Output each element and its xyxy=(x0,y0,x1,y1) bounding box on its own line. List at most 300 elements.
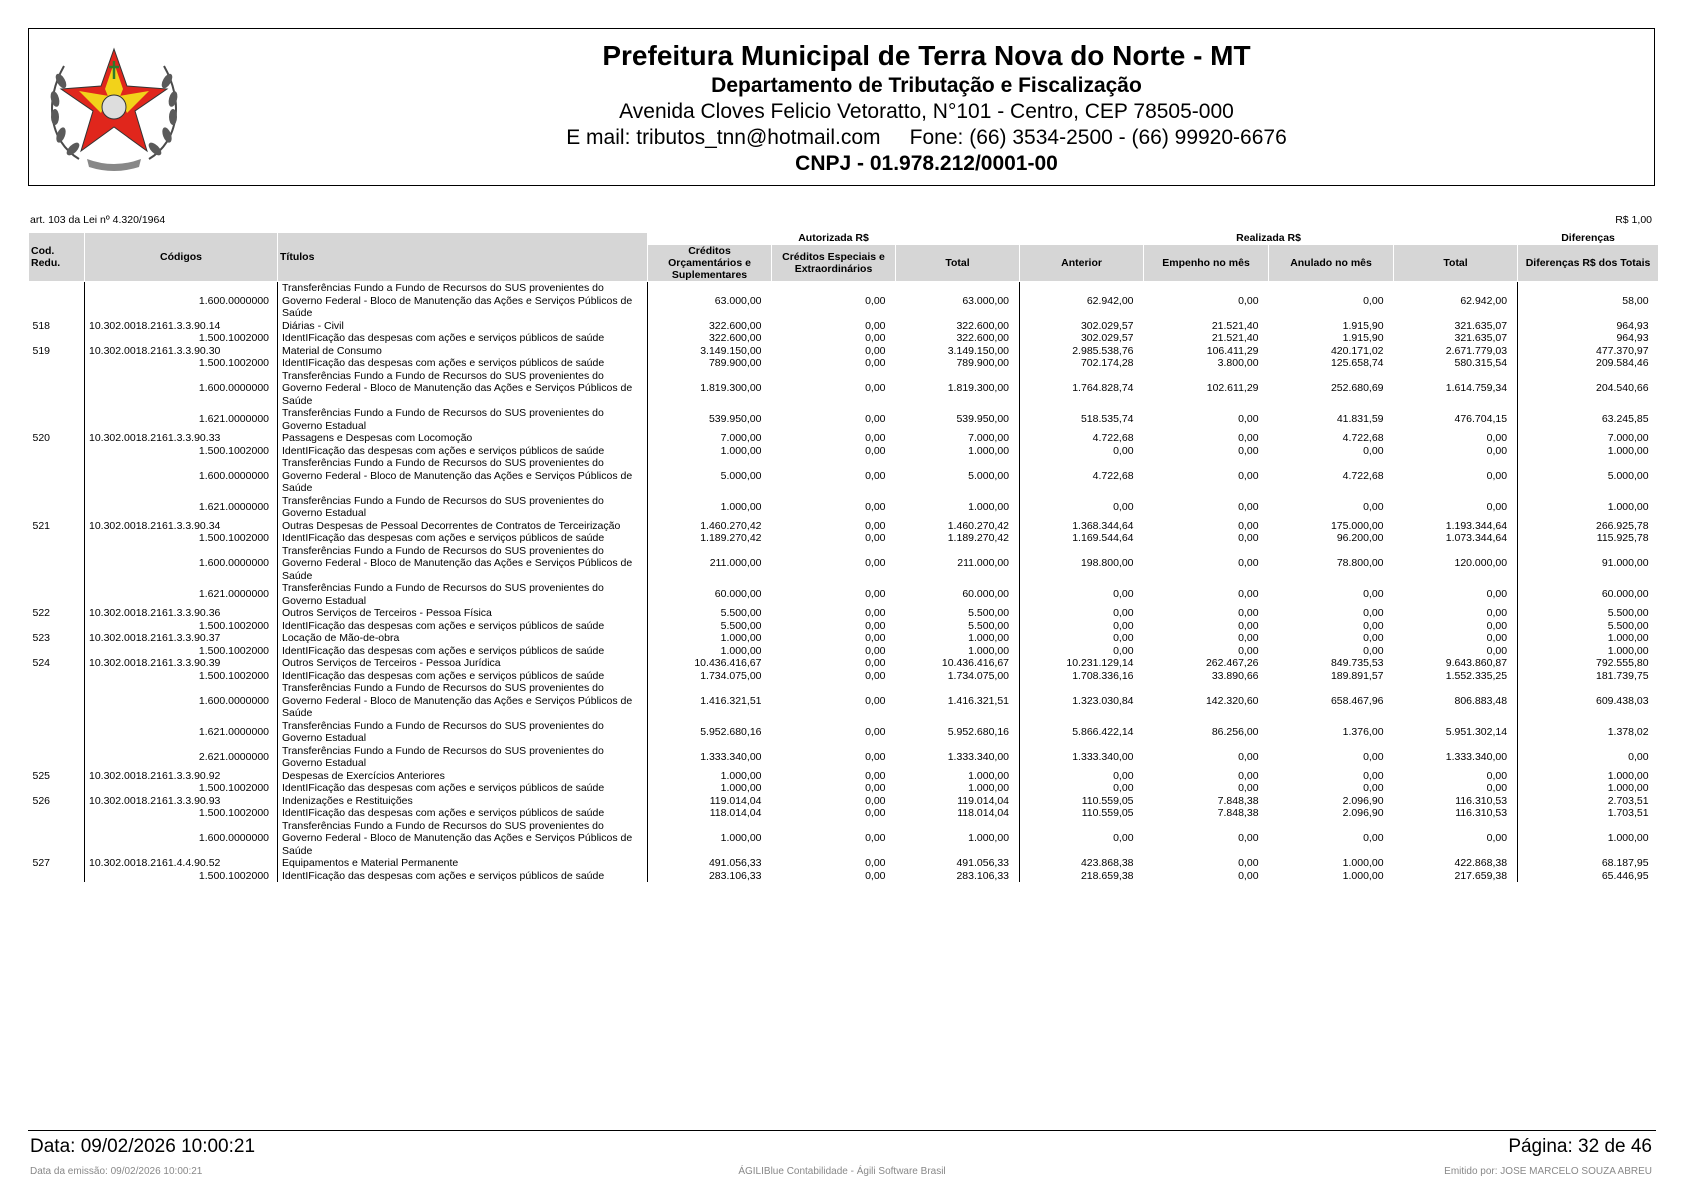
cell-code: 10.302.0018.2161.3.3.90.33 xyxy=(85,432,278,445)
cell-value: 7.848,38 xyxy=(1217,794,1259,807)
cell-value: 580.315,54 xyxy=(1394,357,1518,370)
software-name: ÁGILIBlue Contabilidade - Ágili Software Brasil xyxy=(738,1166,946,1177)
cell-value: 1.460.270,42 xyxy=(700,519,762,532)
cell-value: 491.056,33 xyxy=(896,857,1020,870)
cell-value: 62.942,00 xyxy=(1086,294,1134,307)
cell-value: 1.000,00 xyxy=(1607,769,1649,782)
cell-cod: 526 xyxy=(29,795,85,808)
cell-value: 0,00 xyxy=(865,519,886,532)
cell-value: 0,00 xyxy=(1394,620,1518,633)
page-number: Página: 32 de 46 xyxy=(1508,1136,1652,1157)
cell-value: 0,00 xyxy=(1363,619,1384,632)
cell-value: 0,00 xyxy=(1394,632,1518,645)
cell-value: 0,00 xyxy=(1238,500,1259,513)
table-body xyxy=(29,282,1659,883)
cell-value: 262.467,26 xyxy=(1205,657,1259,669)
cell-title: Transferências Fundo a Fundo de Recursos do SUS provenientes do Governo Estadual xyxy=(278,582,648,607)
cell-value: 1.000,00 xyxy=(1607,632,1649,644)
table-row xyxy=(29,545,1659,583)
cell-value: 1.000,00 xyxy=(1607,444,1649,457)
cell-value: 60.000,00 xyxy=(896,582,1020,607)
cell-value: 33.890,66 xyxy=(1211,669,1259,682)
cell-code: 1.600.0000000 xyxy=(85,457,278,495)
cell-value: 5.000,00 xyxy=(1607,469,1649,482)
cell-title: Outros Serviços de Terceiros - Pessoa Física xyxy=(278,607,648,620)
cell-value: 0,00 xyxy=(865,657,886,669)
cell-cod xyxy=(29,545,85,583)
cell-cod: 523 xyxy=(29,632,85,645)
cell-value: 964,93 xyxy=(1616,332,1649,344)
cell-title: Transferências Fundo a Fundo de Recursos do SUS provenientes do Governo Estadual xyxy=(278,495,648,520)
cell-cod: 521 xyxy=(29,520,85,533)
cell-value: 5.000,00 xyxy=(720,469,762,482)
cell-value: 10.436.416,67 xyxy=(896,657,1020,670)
cell-value: 302.029,57 xyxy=(1080,332,1134,344)
table-row xyxy=(29,345,1659,358)
table-row xyxy=(29,332,1659,345)
cell-value: 1.416.321,51 xyxy=(896,682,1020,720)
cell-value: 1.368.344,64 xyxy=(1072,519,1134,532)
cell-value: 5.000,00 xyxy=(896,457,1020,495)
cell-value: 60.000,00 xyxy=(714,588,762,601)
cell-value: 3.800,00 xyxy=(1217,357,1259,369)
law-reference: art. 103 da Lei nº 4.320/1964 xyxy=(30,214,166,226)
cell-code: 1.600.0000000 xyxy=(85,682,278,720)
cell-value: 0,00 xyxy=(1238,619,1259,632)
department-name: Departamento de Tributação e Fiscalização xyxy=(711,74,1142,97)
budget-table-wrapper xyxy=(28,232,1658,1115)
cell-title: IdentIFicação das despesas com ações e serviços públicos de saúde xyxy=(278,357,648,370)
cell-cod xyxy=(29,370,85,408)
cell-value: 1.000,00 xyxy=(896,445,1020,458)
cell-code: 10.302.0018.2161.3.3.90.36 xyxy=(85,607,278,620)
cell-value: 1.460.270,42 xyxy=(896,520,1020,533)
cell-value: 2.671.779,03 xyxy=(1394,345,1518,358)
cell-value: 110.559,05 xyxy=(1081,794,1134,807)
cell-value: 2.096,90 xyxy=(1342,794,1384,807)
cell-value: 322.600,00 xyxy=(896,320,1020,333)
cell-title: Transferências Fundo a Fundo de Recursos do SUS provenientes do Governo Estadual xyxy=(278,745,648,770)
cell-value: 0,00 xyxy=(1363,588,1384,601)
table-row xyxy=(29,495,1659,520)
cell-value: 96.200,00 xyxy=(1336,532,1384,544)
cell-value: 0,00 xyxy=(1113,832,1134,844)
cell-value: 0,00 xyxy=(1363,294,1384,307)
cell-value: 1.703,51 xyxy=(1607,807,1649,819)
cell-cod xyxy=(29,457,85,495)
cell-code: 10.302.0018.2161.3.3.90.37 xyxy=(85,632,278,645)
cell-value: 0,00 xyxy=(1394,770,1518,783)
cell-value: 0,00 xyxy=(1113,607,1134,619)
cell-code: 1.500.1002000 xyxy=(85,332,278,345)
col-anulado: Anulado no mês xyxy=(1269,245,1394,282)
cell-value: 217.659,38 xyxy=(1394,870,1518,883)
cell-code: 1.500.1002000 xyxy=(85,645,278,658)
cell-cod: 522 xyxy=(29,607,85,620)
cell-value: 539.950,00 xyxy=(708,413,762,426)
cell-title: Transferências Fundo a Fundo de Recursos do SUS provenientes do Governo Federal - Bloco de Manutenção das Ações e Serviços Públicos de Saúde xyxy=(278,370,648,408)
cell-value: 0,00 xyxy=(1628,750,1649,763)
cell-cod xyxy=(29,682,85,720)
cell-title: IdentIFicação das despesas com ações e serviços públicos de saúde xyxy=(278,532,648,545)
cell-value: 0,00 xyxy=(1394,645,1518,658)
emission-date: Data da emissão: 09/02/2026 10:00:21 xyxy=(30,1166,203,1177)
cell-cod: 519 xyxy=(29,345,85,358)
cell-value: 0,00 xyxy=(1363,444,1384,457)
cell-value: 2.096,90 xyxy=(1342,807,1384,819)
cell-code: 1.500.1002000 xyxy=(85,870,278,883)
cell-value: 322.600,00 xyxy=(708,319,762,332)
cell-value: 0,00 xyxy=(865,532,886,544)
cell-cod xyxy=(29,495,85,520)
cnpj: CNPJ - 01.978.212/0001-00 xyxy=(795,152,1058,175)
cell-value: 0,00 xyxy=(865,607,886,619)
cell-value: 0,00 xyxy=(865,782,886,794)
cell-value: 211.000,00 xyxy=(896,545,1020,583)
table-row xyxy=(29,357,1659,370)
cell-value: 125.658,74 xyxy=(1330,357,1384,369)
cell-value: 0,00 xyxy=(865,469,886,482)
table-row xyxy=(29,670,1659,683)
cell-value: 1.000,00 xyxy=(720,444,762,457)
col-diferencas: Diferenças R$ dos Totais xyxy=(1518,245,1658,282)
cell-title: Passagens e Despesas com Locomoção xyxy=(278,432,648,445)
cell-title: IdentIFicação das despesas com ações e serviços públicos de saúde xyxy=(278,782,648,795)
cell-value: 175.000,00 xyxy=(1330,519,1384,532)
cell-value: 1.193.344,64 xyxy=(1394,520,1518,533)
cell-title: Transferências Fundo a Fundo de Recursos do SUS provenientes do Governo Federal - Bloco de Manutenção das Ações e Serviços Públicos de Saúde xyxy=(278,545,648,583)
cell-code: 10.302.0018.2161.4.4.90.52 xyxy=(85,857,278,870)
table-row xyxy=(29,870,1659,883)
cell-value: 1.734.075,00 xyxy=(896,670,1020,683)
cell-title: Transferências Fundo a Fundo de Recursos do SUS provenientes do Governo Federal - Bloco de Manutenção das Ações e Serviços Públicos de Saúde xyxy=(278,457,648,495)
cell-value: 120.000,00 xyxy=(1394,545,1518,583)
cell-value: 0,00 xyxy=(865,644,886,657)
cell-value: 0,00 xyxy=(865,857,886,869)
letterhead xyxy=(28,28,1655,186)
table-row xyxy=(29,807,1659,820)
cell-code: 1.621.0000000 xyxy=(85,407,278,432)
cell-cod: 525 xyxy=(29,770,85,783)
cell-cod xyxy=(29,645,85,658)
cell-value: 118.014,04 xyxy=(896,807,1020,820)
table-row xyxy=(29,782,1659,795)
cell-value: 0,00 xyxy=(1394,607,1518,620)
cell-code: 10.302.0018.2161.3.3.90.93 xyxy=(85,795,278,808)
cell-value: 0,00 xyxy=(865,694,886,707)
cell-title: Equipamentos e Material Permanente xyxy=(278,857,648,870)
cell-value: 1.000,00 xyxy=(896,782,1020,795)
cell-value: 2.703,51 xyxy=(1607,794,1649,807)
cell-value: 0,00 xyxy=(1238,832,1259,844)
cell-value: 0,00 xyxy=(865,444,886,457)
col-cod: Cod. Redu. xyxy=(29,233,85,282)
cell-value: 218.659,38 xyxy=(1080,869,1134,882)
cell-value: 0,00 xyxy=(1363,644,1384,657)
cell-value: 119.014,04 xyxy=(896,795,1020,808)
cell-value: 0,00 xyxy=(865,357,886,369)
cell-value: 1.000,00 xyxy=(1342,857,1384,869)
cell-value: 118.014,04 xyxy=(709,807,762,819)
cell-value: 211.000,00 xyxy=(709,557,762,569)
cell-cod: 518 xyxy=(29,320,85,333)
cell-value: 1.333.340,00 xyxy=(1394,745,1518,770)
cell-value: 1.734.075,00 xyxy=(700,669,762,682)
cell-value: 0,00 xyxy=(865,319,886,332)
cell-title: Transferências Fundo a Fundo de Recursos do SUS provenientes do Governo Federal - Bloco de Manutenção das Ações e Serviços Públicos de Saúde xyxy=(278,282,648,320)
cell-value: 198.800,00 xyxy=(1080,557,1134,569)
cell-value: 0,00 xyxy=(865,500,886,513)
cell-title: Locação de Mão-de-obra xyxy=(278,632,648,645)
cell-value: 789.900,00 xyxy=(708,357,762,369)
col-empenho: Empenho no mês xyxy=(1144,245,1269,282)
cell-value: 41.831,59 xyxy=(1336,413,1384,426)
cell-cod xyxy=(29,720,85,745)
cell-value: 0,00 xyxy=(1238,532,1259,544)
cell-value: 5.500,00 xyxy=(896,607,1020,620)
cell-value: 5.500,00 xyxy=(720,619,762,632)
cell-cod xyxy=(29,357,85,370)
cell-value: 0,00 xyxy=(1238,769,1259,782)
cell-value: 58,00 xyxy=(1622,294,1649,307)
cell-value: 849.735,53 xyxy=(1330,657,1384,669)
cell-title: Transferências Fundo a Fundo de Recursos do SUS provenientes do Governo Estadual xyxy=(278,407,648,432)
cell-title: Material de Consumo xyxy=(278,345,648,358)
cell-value: 1.819.300,00 xyxy=(700,382,762,394)
cell-value: 0,00 xyxy=(1238,413,1259,426)
cell-code: 1.600.0000000 xyxy=(85,820,278,858)
cell-cod: 520 xyxy=(29,432,85,445)
cell-code: 2.621.0000000 xyxy=(85,745,278,770)
cell-value: 102.611,29 xyxy=(1206,382,1259,394)
cell-title: Diárias - Civil xyxy=(278,320,648,333)
cell-title: IdentIFicação das despesas com ações e serviços públicos de saúde xyxy=(278,807,648,820)
cell-value: 420.171,02 xyxy=(1330,344,1384,357)
table-row xyxy=(29,320,1659,333)
cell-value: 0,00 xyxy=(1394,432,1518,445)
cell-value: 0,00 xyxy=(865,344,886,357)
cell-value: 0,00 xyxy=(1394,495,1518,520)
cell-cod: 527 xyxy=(29,857,85,870)
cell-value: 1.333.340,00 xyxy=(896,745,1020,770)
cell-value: 0,00 xyxy=(1238,588,1259,601)
cell-value: 0,00 xyxy=(865,413,886,426)
group-realizada: Realizada R$ xyxy=(1020,233,1518,245)
table-row xyxy=(29,445,1659,458)
cell-value: 5.866.422,14 xyxy=(1072,725,1134,738)
cell-value: 60.000,00 xyxy=(1601,588,1649,601)
cell-value: 7.000,00 xyxy=(1607,432,1649,444)
cell-value: 0,00 xyxy=(1113,769,1134,782)
cell-value: 0,00 xyxy=(1238,519,1259,532)
cell-value: 1.708.336,16 xyxy=(1072,669,1134,682)
cell-value: 1.819.300,00 xyxy=(896,370,1020,408)
group-autorizada: Autorizada R$ xyxy=(648,233,1020,245)
cell-value: 0,00 xyxy=(1113,588,1134,601)
cell-value: 423.868,38 xyxy=(1080,857,1134,869)
cell-value: 21.521,40 xyxy=(1211,332,1259,344)
cell-value: 0,00 xyxy=(865,332,886,344)
cell-value: 0,00 xyxy=(1394,457,1518,495)
cell-cod xyxy=(29,745,85,770)
cell-value: 115.925,78 xyxy=(1596,532,1649,544)
footer-divider xyxy=(28,1130,1656,1131)
municipal-crest-icon xyxy=(39,41,189,177)
cell-title: Transferências Fundo a Fundo de Recursos do SUS provenientes do Governo Estadual xyxy=(278,720,648,745)
cell-value: 116.310,53 xyxy=(1394,795,1518,808)
cell-value: 9.643.860,87 xyxy=(1394,657,1518,670)
cell-value: 0,00 xyxy=(1113,632,1134,644)
cell-value: 0,00 xyxy=(1363,607,1384,619)
col-titulos: Títulos xyxy=(278,233,648,282)
cell-value: 5.952.680,16 xyxy=(700,725,762,738)
cell-title: Indenizações e Restituições xyxy=(278,795,648,808)
cell-value: 119.014,04 xyxy=(709,794,762,807)
cell-code: 10.302.0018.2161.3.3.90.14 xyxy=(85,320,278,333)
cell-value: 302.029,57 xyxy=(1080,319,1134,332)
cell-value: 63.000,00 xyxy=(714,294,762,307)
cell-value: 477.370,97 xyxy=(1596,344,1649,357)
cell-value: 1.552.335,25 xyxy=(1394,670,1518,683)
cell-value: 0,00 xyxy=(865,632,886,644)
cell-value: 266.925,78 xyxy=(1596,519,1649,532)
cell-value: 1.000,00 xyxy=(896,495,1020,520)
cell-value: 702.174,28 xyxy=(1080,357,1134,369)
cell-cod: 524 xyxy=(29,657,85,670)
table-row xyxy=(29,457,1659,495)
cell-code: 1.500.1002000 xyxy=(85,782,278,795)
table-row xyxy=(29,282,1659,320)
table-row xyxy=(29,532,1659,545)
table-row xyxy=(29,520,1659,533)
cell-value: 106.411,29 xyxy=(1206,344,1259,357)
cell-value: 322.600,00 xyxy=(708,332,762,344)
cell-value: 0,00 xyxy=(1394,782,1518,795)
cell-value: 1.000,00 xyxy=(720,782,762,794)
cell-cod xyxy=(29,620,85,633)
col-total-autorizada: Total xyxy=(896,245,1020,282)
cell-value: 5.500,00 xyxy=(1607,607,1649,619)
cell-value: 4.722,68 xyxy=(1342,469,1384,482)
cell-value: 0,00 xyxy=(1238,294,1259,307)
cell-value: 0,00 xyxy=(1113,782,1134,794)
cell-value: 0,00 xyxy=(865,869,886,882)
cell-value: 0,00 xyxy=(1238,557,1259,569)
cell-value: 142.320,60 xyxy=(1205,694,1259,707)
cell-value: 189.891,57 xyxy=(1330,669,1384,682)
cell-value: 7.848,38 xyxy=(1217,807,1259,819)
cell-value: 491.056,33 xyxy=(708,857,762,869)
table-row xyxy=(29,795,1659,808)
cell-value: 0,00 xyxy=(1394,582,1518,607)
cell-value: 422.868,38 xyxy=(1394,857,1518,870)
cell-value: 5.500,00 xyxy=(1607,619,1649,632)
col-anterior: Anterior xyxy=(1020,245,1144,282)
cell-title: IdentIFicação das despesas com ações e serviços públicos de saúde xyxy=(278,670,648,683)
cell-value: 1.189.270,42 xyxy=(896,532,1020,545)
cell-value: 0,00 xyxy=(1113,444,1134,457)
table-row xyxy=(29,857,1659,870)
cell-title: Despesas de Exercícios Anteriores xyxy=(278,770,648,783)
cell-value: 7.000,00 xyxy=(896,432,1020,445)
cell-value: 283.106,33 xyxy=(896,870,1020,883)
cell-title: IdentIFicação das despesas com ações e serviços públicos de saúde xyxy=(278,332,648,345)
cell-value: 110.559,05 xyxy=(1081,807,1134,819)
cell-value: 0,00 xyxy=(865,725,886,738)
cell-value: 0,00 xyxy=(1238,782,1259,794)
table-row xyxy=(29,607,1659,620)
cell-code: 1.500.1002000 xyxy=(85,445,278,458)
cell-value: 658.467,96 xyxy=(1330,694,1384,707)
cell-cod xyxy=(29,332,85,345)
cell-value: 209.584,46 xyxy=(1596,357,1649,369)
cell-cod xyxy=(29,282,85,320)
cell-value: 252.680,69 xyxy=(1330,382,1384,394)
cell-value: 1.000,00 xyxy=(896,645,1020,658)
cell-cod xyxy=(29,820,85,858)
cell-value: 1.000,00 xyxy=(1607,832,1649,844)
cell-value: 3.149.150,00 xyxy=(896,345,1020,358)
cell-code: 1.500.1002000 xyxy=(85,532,278,545)
cell-value: 7.000,00 xyxy=(720,432,762,444)
col-total-realizada: Total xyxy=(1394,245,1518,282)
cell-code: 1.500.1002000 xyxy=(85,670,278,683)
cell-cod xyxy=(29,582,85,607)
cell-title: IdentIFicação das despesas com ações e serviços públicos de saúde xyxy=(278,445,648,458)
cell-value: 321.635,07 xyxy=(1394,332,1518,345)
cell-value: 204.540,66 xyxy=(1596,382,1649,394)
table-row xyxy=(29,432,1659,445)
cell-value: 1.000,00 xyxy=(720,644,762,657)
cell-code: 10.302.0018.2161.3.3.90.30 xyxy=(85,345,278,358)
cell-value: 0,00 xyxy=(865,294,886,307)
cell-title: Transferências Fundo a Fundo de Recursos do SUS provenientes do Governo Federal - Bloco de Manutenção das Ações e Serviços Públicos de Saúde xyxy=(278,820,648,858)
cell-value: 0,00 xyxy=(1238,857,1259,869)
cell-value: 1.416.321,51 xyxy=(700,694,762,707)
table-row xyxy=(29,645,1659,658)
cell-value: 1.073.344,64 xyxy=(1394,532,1518,545)
cell-value: 1.169.544,64 xyxy=(1072,532,1134,544)
cell-value: 1.000,00 xyxy=(896,632,1020,645)
table-row xyxy=(29,632,1659,645)
cell-title: IdentIFicação das despesas com ações e serviços públicos de saúde xyxy=(278,645,648,658)
cell-value: 5.500,00 xyxy=(896,620,1020,633)
cell-value: 0,00 xyxy=(1238,869,1259,882)
cell-value: 789.900,00 xyxy=(896,357,1020,370)
contact-info: E mail: tributos_tnn@hotmail.com Fone: (66) 3534-2500 - (66) 99920-6676 xyxy=(566,126,1287,149)
table-row xyxy=(29,657,1659,670)
cell-code: 1.500.1002000 xyxy=(85,357,278,370)
cell-value: 1.000,00 xyxy=(720,500,762,513)
table-row xyxy=(29,582,1659,607)
currency-unit: R$ 1,00 xyxy=(1615,214,1652,226)
cell-value: 0,00 xyxy=(1113,619,1134,632)
table-row xyxy=(29,620,1659,633)
cell-value: 0,00 xyxy=(865,832,886,844)
cell-value: 0,00 xyxy=(1113,500,1134,513)
cell-value: 1.000,00 xyxy=(1607,500,1649,513)
cell-code: 10.302.0018.2161.3.3.90.39 xyxy=(85,657,278,670)
cell-value: 65.446,95 xyxy=(1601,869,1649,882)
cell-value: 0,00 xyxy=(1363,632,1384,644)
cell-value: 10.436.416,67 xyxy=(694,657,762,669)
cell-value: 62.942,00 xyxy=(1394,282,1518,320)
table-row xyxy=(29,820,1659,858)
cell-code: 1.621.0000000 xyxy=(85,582,278,607)
cell-cod xyxy=(29,782,85,795)
cell-title: IdentIFicação das despesas com ações e serviços públicos de saúde xyxy=(278,620,648,633)
cell-value: 1.915,90 xyxy=(1342,319,1384,332)
